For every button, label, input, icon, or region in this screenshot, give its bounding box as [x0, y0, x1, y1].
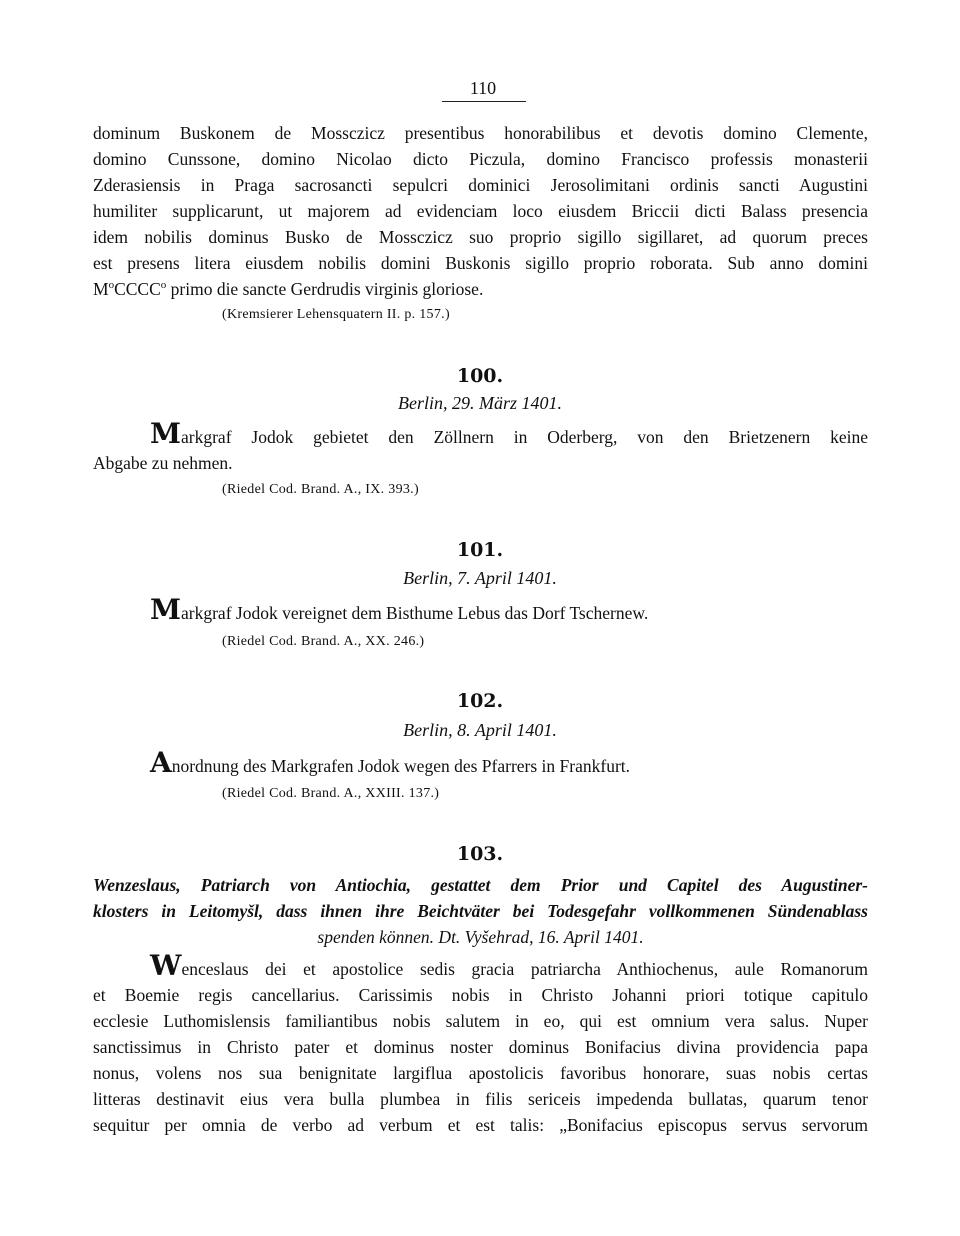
regest-text: arkgraf Jodok gebietet den Zöllnern in Oderberg, von den Brietzenern keine: [181, 427, 868, 447]
date-numeral: CCCC: [114, 279, 161, 299]
initial-letter: A: [150, 746, 172, 779]
source-citation: (Riedel Cod. Brand. A., XXIII. 137.): [222, 786, 440, 801]
regest-line: Abgabe zu nehmen.: [93, 453, 233, 473]
body-line: dominum Buskonem de Mossczicz presentibus honorabilibus et devotis domino Clemente,: [93, 123, 868, 143]
body-line: humiliter supplicarunt, ut majorem ad evidenciam loco eiusdem Briccii dicti Balass presencia: [93, 201, 868, 221]
body-line: Zderasiensis in Praga sacrosancti sepulcri dominici Jerosolimitani ordinis sancti Augustini: [93, 175, 868, 195]
document-number: 100.: [456, 365, 504, 387]
document-dateline: Berlin, 8. April 1401.: [403, 720, 557, 740]
body-line: litteras destinavit eius vera bulla plumbea in filis sericeis impedenda bullatas, quarum tenor: [93, 1089, 868, 1109]
document-dateline: Berlin, 7. April 1401.: [403, 568, 557, 588]
initial-letter: M: [150, 593, 181, 626]
body-line: est presens litera eiusdem nobilis domini Buskonis sigillo proprio roborata. Sub anno domini: [93, 253, 868, 273]
page-number-rule: [442, 101, 526, 102]
date-numeral: M: [93, 279, 109, 299]
body-line-final: [93, 276, 868, 302]
body-line: ecclesie Luthomislensis familiantibus nobis salutem in eo, qui est omnium vera salus. Nuper: [93, 1011, 868, 1031]
regest-line: [150, 746, 868, 779]
initial-letter: W: [150, 949, 182, 982]
regest-text: arkgraf Jodok vereignet dem Bisthume Lebus das Dorf Tschernew.: [181, 603, 649, 623]
document-heading-line: spenden können. Dt. Vyšehrad, 16. April 1401.: [317, 927, 644, 947]
initial-letter: M: [150, 417, 181, 450]
source-citation: (Riedel Cod. Brand. A., IX. 393.): [222, 482, 419, 497]
document-number: 102.: [456, 690, 504, 712]
document-heading-line: klosters in Leitomyšl, dass ihnen ihre Beichtväter bei Todesgefahr vollkommenen Sündenablass: [93, 901, 868, 921]
regest-text: nordnung des Markgrafen Jodok wegen des Pfarrers in Frankfurt.: [171, 756, 631, 776]
body-text: enceslaus dei et apostolice sedis gracia patriarcha Anthiochenus, aule Romanorum: [181, 959, 868, 979]
body-line: sequitur per omnia de verbo ad verbum et est talis: „Bonifacius episcopus servus servorum: [93, 1115, 868, 1135]
page-number: 110: [469, 78, 497, 98]
superscript: o: [160, 279, 167, 292]
document-dateline: Berlin, 29. März 1401.: [398, 393, 562, 413]
document-number: 101.: [456, 539, 504, 561]
body-text: primo die sancte Gerdrudis virginis gloriose.: [166, 279, 484, 299]
document-number: 103.: [456, 843, 504, 865]
superscript: o: [108, 279, 115, 292]
body-line: et Boemie regis cancellarius. Carissimis nobis in Christo Johanni priori totique capitulo: [93, 985, 868, 1005]
body-line: nonus, volens nos sua benignitate largiflua apostolicis favoribus honorare, suas nobis certas: [93, 1063, 868, 1083]
source-citation: (Kremsierer Lehensquatern II. p. 157.): [222, 307, 450, 322]
body-line: idem nobilis dominus Busko de Mossczicz suo proprio sigillo sigillaret, ad quorum preces: [93, 227, 868, 247]
body-line: [150, 949, 868, 982]
body-line: domino Cunssone, domino Nicolao dicto Piczula, domino Francisco professis monasterii: [93, 149, 868, 169]
regest-line: [150, 417, 868, 450]
regest-line: [150, 593, 868, 626]
body-line: sanctissimus in Christo pater et dominus noster dominus Bonifacius divina providencia papa: [93, 1037, 868, 1057]
source-citation: (Riedel Cod. Brand. A., XX. 246.): [222, 634, 425, 649]
document-heading-line: Wenzeslaus, Patriarch von Antiochia, gestattet dem Prior und Capitel des Augustiner-: [93, 875, 868, 895]
